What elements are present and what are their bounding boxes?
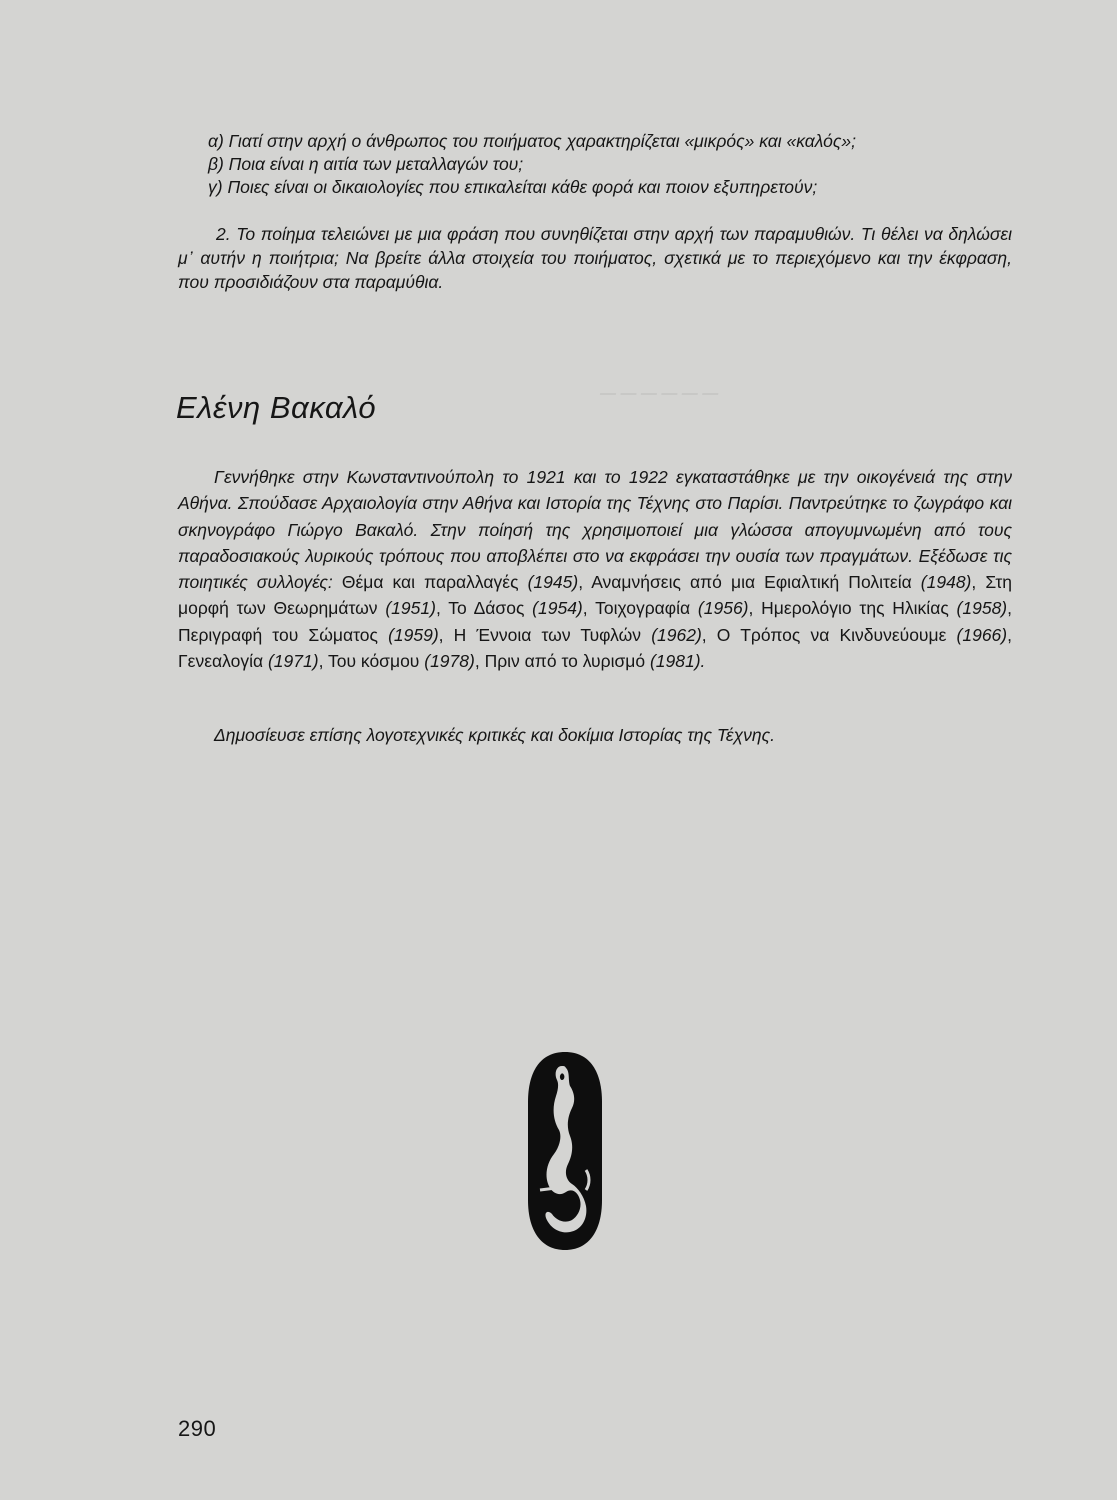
biography-closing: Δημοσίευσε επίσης λογοτεχνικές κριτικές και δοκίμια Ιστορίας της Τέχνης. [214, 725, 776, 745]
author-biography [178, 464, 1012, 674]
biography-paragraph [178, 464, 1012, 674]
work-title: Του κόσμου [327, 651, 420, 672]
author-heading: Ελένη Βακαλό [176, 390, 377, 425]
work-year: (1951) [385, 598, 436, 619]
work-title: Γενεαλογία [178, 651, 264, 672]
question-a: α) Γιατί στην αρχή ο άνθρωπος του ποιήματος χαρακτηρίζεται «μικρός» και «καλός»; [208, 131, 856, 151]
work-year: (1956) [697, 598, 749, 619]
show-through-decoration: — — — — — — [600, 385, 719, 402]
work-title: Στη μορφή των Θεωρημάτων [178, 572, 1012, 619]
question-b: β) Ποια είναι η αιτία των μεταλλαγών του; [208, 154, 524, 174]
work-year: (1978) [424, 651, 475, 672]
work-title: Τοιχογραφία [595, 598, 691, 619]
work-year: (1966) [956, 624, 1008, 645]
work-title: Η Έννοια των Τυφλών [453, 624, 642, 645]
work-title: Ο Τρόπος να Κινδυνεύουμε [716, 624, 947, 645]
work-year: (1971) [267, 651, 319, 672]
work-year: (1954) [532, 598, 583, 619]
works-list: Θέμα και παραλλαγές (1945), Αναμνήσεις από μια Εφιαλτική Πολιτεία (1948), Στη μορφή των Θεωρημάτων (1951), Το Δάσος (1954), Τοιχογραφία (1956), Ημερολόγιο της Ηλικίας (1958), Περιγραφή του Σώματος (1959), Η Έννοια των Τυφλών (1962), Ο Τρόπος να Κινδυνεύουμε (1966), Γενεαλογία (1971), Του κόσμου (1978), Πριν από το λυρισμό (1981). [178, 572, 1013, 672]
questions-block [178, 130, 1012, 199]
work-year: (1945) [527, 572, 579, 593]
work-year: (1981). [649, 651, 706, 672]
work-title: Αναμνήσεις από μια Εφιαλτική Πολιτεία [591, 572, 912, 593]
work-title: Πριν από το λυρισμό [484, 651, 646, 672]
work-year: (1958) [956, 598, 1008, 619]
biography-intro: Γεννήθηκε στην Κωνσταντινούπολη το 1921 και το 1922 εγκαταστάθηκε με την οικογένειά της στην Αθήνα. Σπούδασε Αρχαιολογία στην Αθήνα και Ιστορία της Τέχνης στο Παρίσι. Παντρεύτηκε το ζωγράφο και σκηνογράφο Γιώργο Βακαλό. Στην ποίησή της χρησιμοποιεί μια γλώσσα απογυμνωμένη από τους παραδοσιακούς λυρικούς τρόπους που αποβλέπει στο να εκφράσει την ουσία των πραγμάτων. Εξέδωσε τις ποιητικές συλλογές: [178, 467, 1012, 593]
work-title: Θέμα και παραλλαγές [341, 572, 519, 593]
work-year: (1948) [920, 572, 972, 593]
question-c: γ) Ποιες είναι οι δικαιολογίες που επικαλείται κάθε φορά και ποιον εξυπηρετούν; [208, 177, 818, 197]
work-title: Ημερολόγιο της Ηλικίας [761, 598, 949, 619]
work-title: Το Δάσος [448, 598, 525, 619]
work-title: Περιγραφή του Σώματος [178, 624, 378, 645]
page-number: 290 [178, 1416, 217, 1441]
work-year: (1962) [651, 624, 702, 645]
abstract-ink-illustration [526, 1050, 604, 1252]
work-year: (1959) [388, 624, 439, 645]
question-2: 2. Το ποίημα τελειώνει με μια φράση που συνηθίζεται στην αρχή των παραμυθιών. Τι θέλει να δηλώσει μ᾿ αυτήν η ποιήτρια; Να βρείτε άλλα στοιχεία του ποιήματος, σχετικά με το περιεχόμενο και την έκφραση, που προσιδιάζουν στα παραμύθια. [178, 224, 1012, 292]
